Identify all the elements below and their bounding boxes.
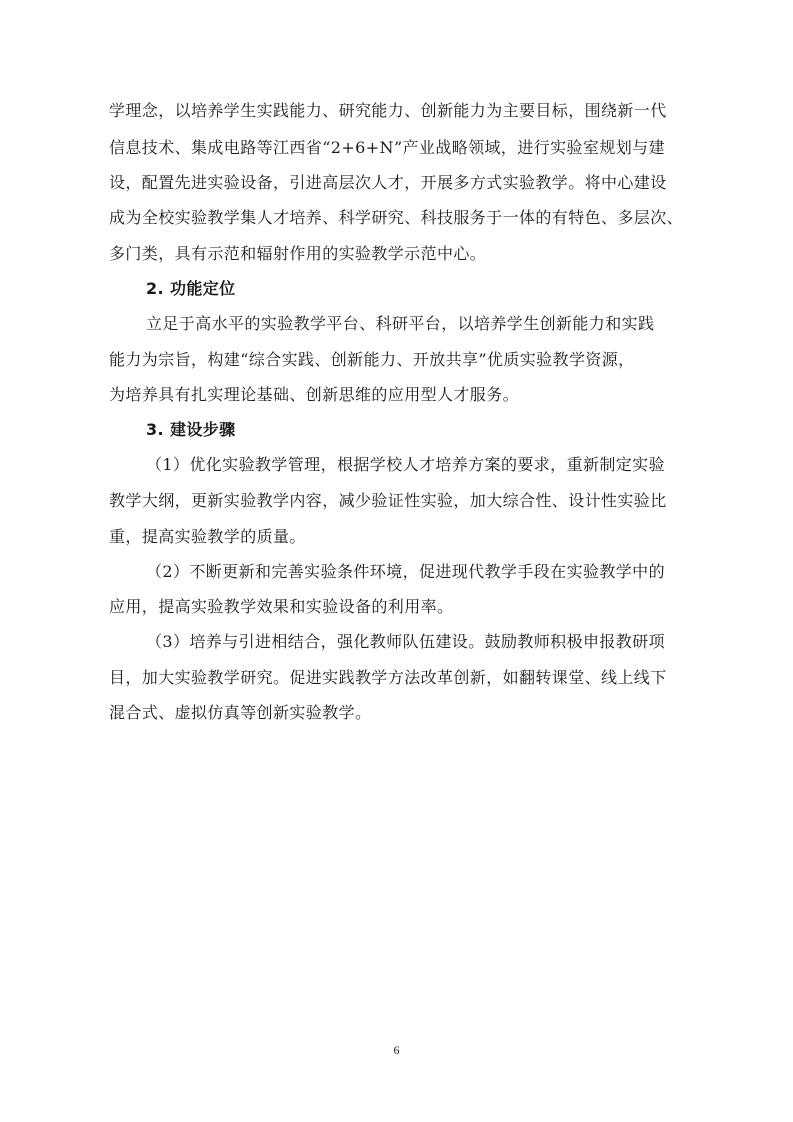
- text-line: 成为全校实验教学集人才培养、科学研究、科技服务于一体的有特色、多层次、: [109, 208, 684, 227]
- text-line: 目，加大实验教学研究。促进实践教学方法改革创新，如翻转课堂、线上线下: [109, 668, 667, 687]
- text-line: 教学大纲，更新实验教学内容，减少验证性实验，加大综合性、设计性实验比: [109, 491, 667, 510]
- section-heading: 2. 功能定位: [146, 279, 236, 298]
- text-line: 应用，提高实验教学效果和实验设备的利用率。: [109, 597, 454, 616]
- section-heading: 3. 建设步骤: [146, 420, 236, 439]
- text-line: 为培养具有扎实理论基础、创新思维的应用型人才服务。: [109, 385, 520, 404]
- text-line: 混合式、虚拟仿真等创新实验教学。: [109, 703, 372, 722]
- text-line: （2）不断更新和完善实验条件环境，促进现代教学手段在实验教学中的: [146, 562, 665, 581]
- text-line: 设，配置先进实验设备，引进高层次人才，开展多方式实验教学。将中心建设: [109, 173, 667, 192]
- text-line: 学理念，以培养学生实践能力、研究能力、创新能力为主要目标，围绕新一代: [109, 101, 667, 120]
- text-line: （3）培养与引进相结合，强化教师队伍建设。鼓励教师积极申报教研项: [146, 632, 665, 651]
- text-line: （1）优化实验教学管理，根据学校人才培养方案的要求，重新制定实验: [146, 455, 665, 474]
- text-line: 立足于高水平的实验教学平台、科研平台，以培养学生创新能力和实践: [146, 314, 655, 333]
- text-line: 能力为宗旨，构建“综合实践、创新能力、开放共享”优质实验教学资源，: [109, 350, 635, 369]
- text-line: 多门类，具有示范和辐射作用的实验教学示范中心。: [109, 244, 487, 263]
- page-number: 6: [393, 1043, 400, 1057]
- text-line: 重，提高实验教学的质量。: [109, 527, 306, 546]
- text-line: 信息技术、集成电路等江西省“2+6+N”产业战略领域，进行实验室规划与建: [109, 138, 665, 157]
